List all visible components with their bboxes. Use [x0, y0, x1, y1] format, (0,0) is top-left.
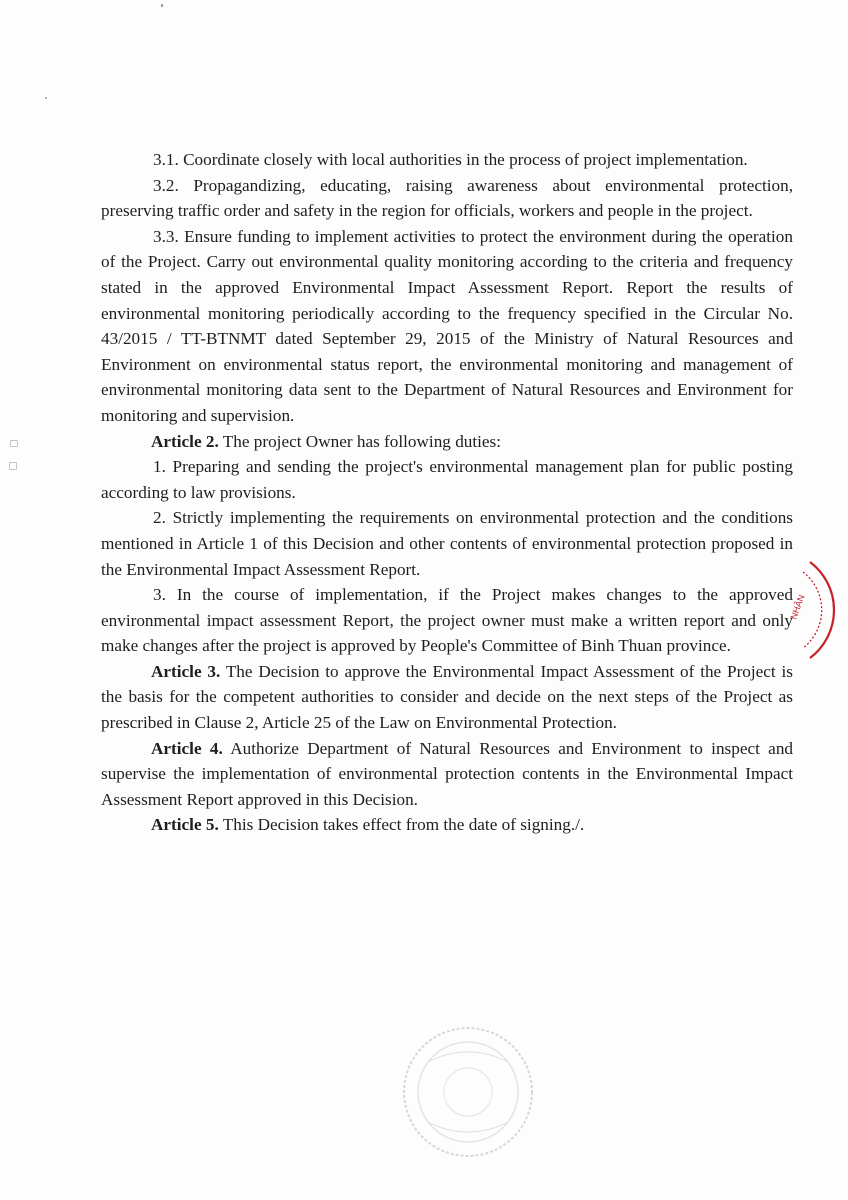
- article-2: [101, 429, 793, 455]
- article-4: [101, 736, 793, 813]
- article-text: The Decision to approve the Environmental Impact Assessment of the Project is the basis for the competent authorities to consider and decide on the next steps of the Project as prescribed in Clause 2, Article 25 of the Law on Environmental Protection.: [101, 661, 793, 733]
- decision-body: [101, 147, 793, 838]
- scan-speck: [10, 440, 18, 447]
- clause-3-1: [101, 147, 793, 173]
- scan-speck: [9, 462, 17, 470]
- article-text: This Decision takes effect from the date of signing./.: [218, 815, 585, 835]
- article-3: [101, 659, 793, 736]
- scan-speck: [161, 4, 163, 7]
- article-text: The project Owner has following duties:: [218, 431, 502, 451]
- scan-speck: [45, 97, 47, 99]
- article-2-item-3: [101, 582, 793, 659]
- article-heading: Article 2.: [151, 431, 219, 451]
- article-heading: Article 4.: [151, 738, 223, 758]
- clause-text: 3.3. Ensure funding to implement activities to protect the environment during the operation of the Project. Carry out environmental quality monitoring according to the criteria and frequency stated in the approved Environmental Impact Assessment Report. Report the results of environmental monitoring periodically according to the frequency specified in the Circular No. 43/2015 / TT-BTNMT dated September 29, 2015 of the Ministry of Natural Resources and Environment on environmental status report, the environmental monitoring and management of environmental monitoring data sent to the Department of Natural Resources and Environment for monitoring and supervision.: [101, 226, 793, 425]
- item-text: 2. Strictly implementing the requirements on environmental protection and the conditions mentioned in Article 1 of this Decision and other contents of environmental protection proposed in the Environmental Impact Assessment Report.: [101, 508, 793, 579]
- seal-fragment-text: NHÂN: [788, 593, 807, 621]
- clause-3-3: [101, 224, 793, 429]
- article-5: [101, 812, 793, 838]
- clause-text: 3.1. Coordinate closely with local authorities in the process of project implementation.: [153, 150, 748, 169]
- item-text: 3. In the course of implementation, if the Project makes changes to the approved environmental impact assessment Report, the project owner must make a written report and only make changes after the project is approved by People's Committee of Binh Thuan province.: [101, 585, 793, 656]
- ghost-seal: [398, 1022, 538, 1162]
- item-text: 1. Preparing and sending the project's environmental management plan for public posting according to law provisions.: [101, 457, 793, 502]
- article-text: Authorize Department of Natural Resources and Environment to inspect and supervise the implementation of environmental protection contents in the Environmental Impact Assessment Report approved in this Decision.: [101, 738, 794, 809]
- clause-3-2: [101, 173, 793, 224]
- article-2-item-2: [101, 505, 793, 582]
- article-heading: Article 5.: [151, 815, 219, 835]
- article-heading: Article 3.: [151, 661, 221, 681]
- article-2-item-1: [101, 454, 793, 505]
- clause-text: 3.2. Propagandizing, educating, raising awareness about environmental protection, preserving traffic order and safety in the region for officials, workers and people in the project.: [101, 175, 793, 221]
